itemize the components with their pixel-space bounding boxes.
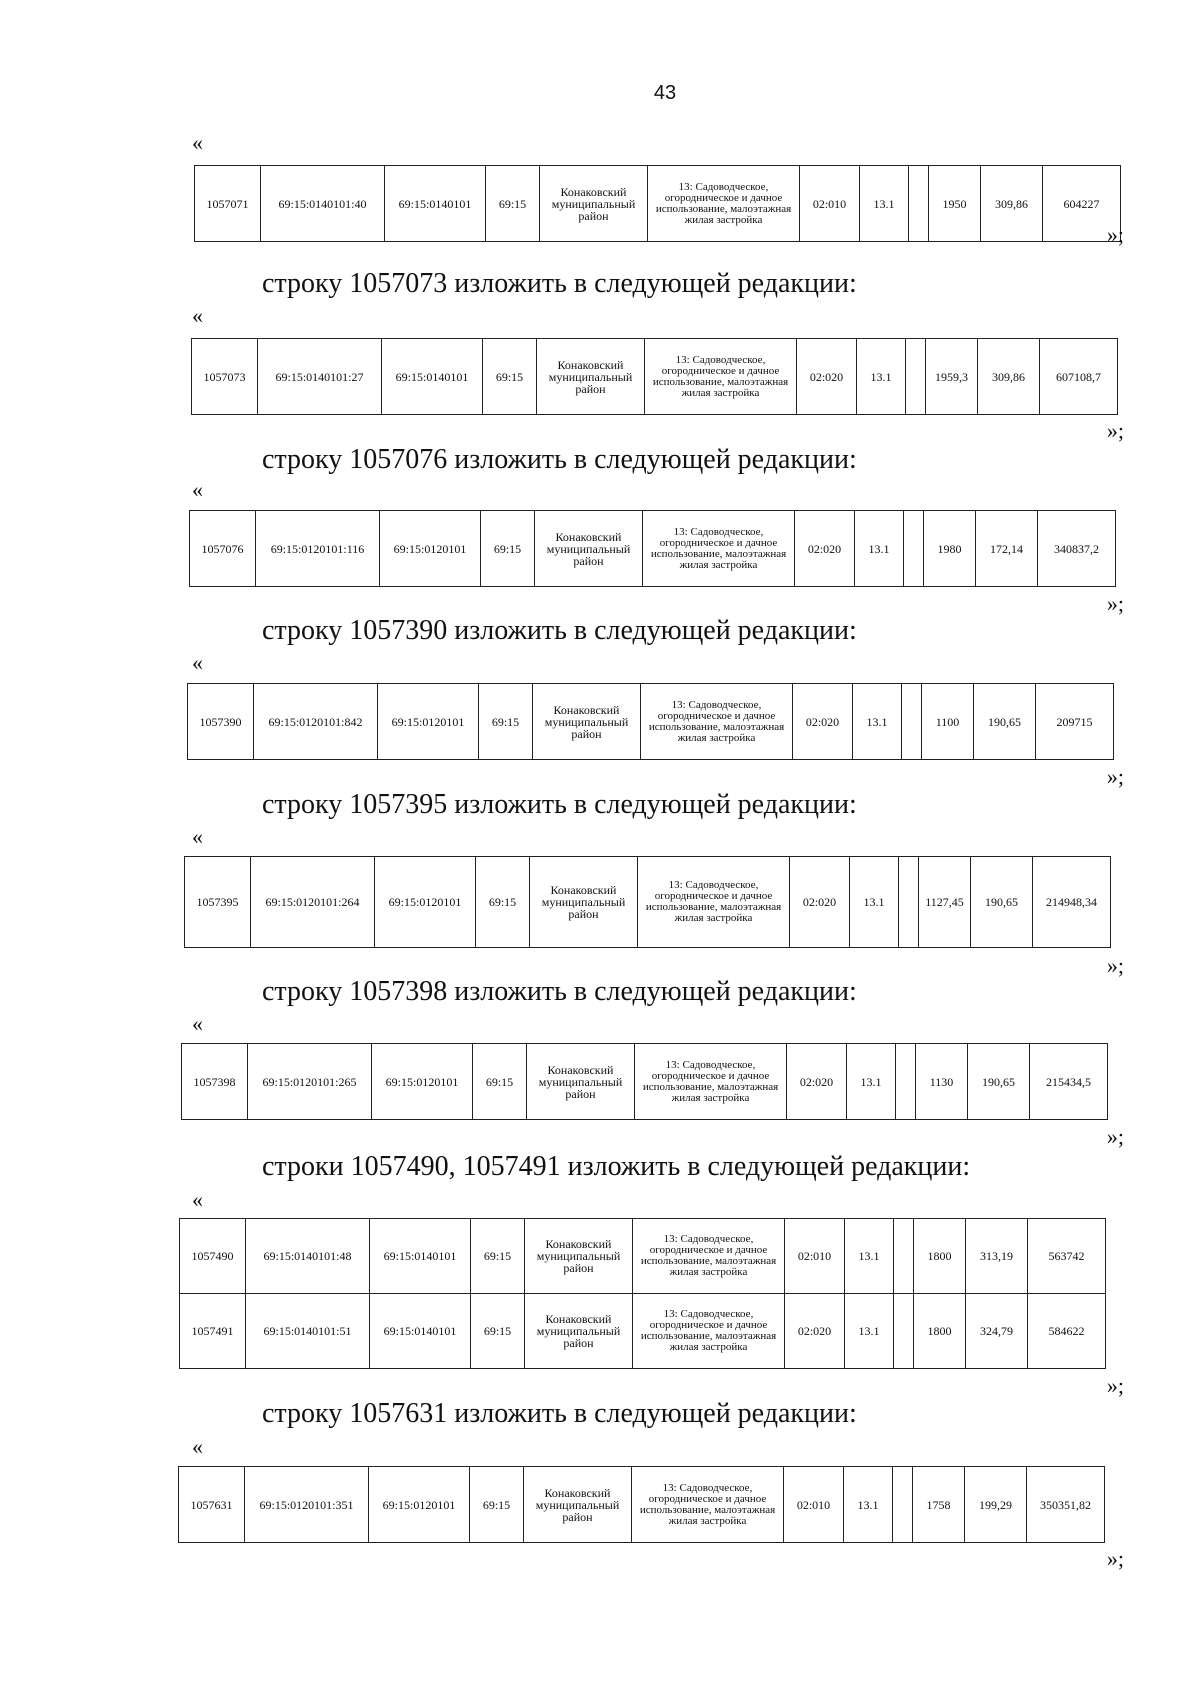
cell-id: 1057631 [179,1467,245,1543]
amendment-heading: строку 1057076 изложить в следующей редакции: [262,444,857,475]
table-row [180,1219,1106,1294]
cell-area: 1100 [922,684,974,760]
cell-specific-value: 199,29 [965,1467,1027,1543]
cell-empty [902,684,922,760]
cell-municipality: Конаковский муниципальный район [525,1294,633,1369]
cell-district-code: 69:15 [470,1467,524,1543]
cadastral-table [179,1218,1106,1369]
cell-cadastral: 69:15:0140101:51 [246,1294,370,1369]
cell-land-use: 13: Садоводческое, огородническое и дачное использование, малоэтажная жилая застройка [633,1219,785,1294]
cell-empty [906,339,926,415]
cadastral-table [187,683,1114,760]
cadastral-table [178,1466,1105,1543]
cell-specific-value: 324,79 [966,1294,1028,1369]
cell-empty [894,1219,914,1294]
opening-quote: « [192,1187,203,1212]
cell-quarter: 69:15:0140101 [382,339,483,415]
cell-area: 1980 [924,511,976,587]
cell-zone: 02:020 [793,684,853,760]
cell-land-use: 13: Садоводческое, огородническое и дачное использование, малоэтажная жилая застройка [643,511,795,587]
cell-cadastral: 69:15:0120101:842 [254,684,378,760]
cell-cadastral: 69:15:0120101:265 [248,1044,372,1120]
cell-specific-value: 190,65 [974,684,1036,760]
cell-cadastral: 69:15:0120101:351 [245,1467,369,1543]
cell-empty [894,1294,914,1369]
cell-quarter: 69:15:0120101 [380,511,481,587]
closing-quote: »; [1106,418,1124,443]
cell-zone: 02:020 [785,1294,845,1369]
table-row [190,511,1116,587]
cell-id: 1057071 [195,166,261,242]
cell-id: 1057395 [185,857,251,948]
cell-specific-value: 190,65 [968,1044,1030,1120]
cell-zone: 02:020 [795,511,855,587]
cell-municipality: Конаковский муниципальный район [540,166,648,242]
cell-id: 1057491 [180,1294,246,1369]
opening-quote: « [192,1434,203,1459]
cell-district-code: 69:15 [481,511,535,587]
cell-cadastral-value: 607108,7 [1040,339,1118,415]
closing-quote: »; [1106,1124,1124,1149]
cell-specific-value: 309,86 [978,339,1040,415]
opening-quote: « [192,824,203,849]
opening-quote: « [192,303,203,328]
cell-district-code: 69:15 [486,166,540,242]
cell-quarter: 69:15:0120101 [369,1467,470,1543]
cell-quarter: 69:15:0140101 [385,166,486,242]
cell-cadastral: 69:15:0120101:264 [251,857,375,948]
cell-municipality: Конаковский муниципальный район [524,1467,632,1543]
cell-area: 1130 [916,1044,968,1120]
table-row [182,1044,1108,1120]
cell-zone: 02:020 [797,339,857,415]
cell-quarter: 69:15:0120101 [378,684,479,760]
cell-cadastral: 69:15:0120101:116 [256,511,380,587]
cell-zone: 02:010 [784,1467,844,1543]
cell-cadastral: 69:15:0140101:27 [258,339,382,415]
cell-cadastral-value: 215434,5 [1030,1044,1108,1120]
cell-cadastral-value: 340837,2 [1038,511,1116,587]
cadastral-table [184,856,1111,948]
cadastral-table [194,165,1121,242]
cell-district-code: 69:15 [476,857,530,948]
cell-id: 1057073 [192,339,258,415]
table-row [179,1467,1105,1543]
cell-cadastral-value: 214948,34 [1033,857,1111,948]
opening-quote: « [192,650,203,675]
cell-empty [896,1044,916,1120]
cell-quarter: 69:15:0120101 [372,1044,473,1120]
cell-cadastral-value: 209715 [1036,684,1114,760]
cell-area: 1959,3 [926,339,978,415]
amendment-heading: строку 1057398 изложить в следующей редакции: [262,976,857,1007]
cell-id: 1057490 [180,1219,246,1294]
cell-group: 13.1 [850,857,899,948]
opening-quote: « [192,1011,203,1036]
cell-district-code: 69:15 [471,1294,525,1369]
cadastral-table [189,510,1116,587]
closing-quote: »; [1106,953,1124,978]
cell-cadastral: 69:15:0140101:48 [246,1219,370,1294]
cell-area: 1758 [913,1467,965,1543]
cell-empty [899,857,919,948]
cell-municipality: Конаковский муниципальный район [537,339,645,415]
cell-zone: 02:020 [790,857,850,948]
cell-district-code: 69:15 [471,1219,525,1294]
closing-quote: »; [1106,1546,1124,1571]
cell-land-use: 13: Садоводческое, огородническое и дачное использование, малоэтажная жилая застройка [635,1044,787,1120]
opening-quote: « [192,130,203,155]
cell-area: 1800 [914,1294,966,1369]
cell-specific-value: 313,19 [966,1219,1028,1294]
amendment-heading: строку 1057631 изложить в следующей редакции: [262,1398,857,1429]
cell-group: 13.1 [845,1219,894,1294]
closing-quote: »; [1106,764,1124,789]
table-row [195,166,1121,242]
cell-zone: 02:010 [800,166,860,242]
cell-specific-value: 172,14 [976,511,1038,587]
cell-quarter: 69:15:0140101 [370,1294,471,1369]
cadastral-table [181,1043,1108,1120]
amendment-heading: строку 1057073 изложить в следующей редакции: [262,268,857,299]
cell-municipality: Конаковский муниципальный район [525,1219,633,1294]
cell-specific-value: 309,86 [981,166,1043,242]
cell-id: 1057398 [182,1044,248,1120]
cadastral-table [191,338,1118,415]
closing-quote: »; [1106,591,1124,616]
cell-zone: 02:010 [785,1219,845,1294]
cell-area: 1800 [914,1219,966,1294]
cell-land-use: 13: Садоводческое, огородническое и дачное использование, малоэтажная жилая застройка [633,1294,785,1369]
cell-group: 13.1 [847,1044,896,1120]
closing-quote: »; [1106,1373,1124,1398]
cell-group: 13.1 [845,1294,894,1369]
cell-land-use: 13: Садоводческое, огородническое и дачное использование, малоэтажная жилая застройка [645,339,797,415]
cell-area: 1127,45 [919,857,971,948]
cell-group: 13.1 [855,511,904,587]
cell-municipality: Конаковский муниципальный район [535,511,643,587]
cell-empty [893,1467,913,1543]
cell-zone: 02:020 [787,1044,847,1120]
cell-quarter: 69:15:0140101 [370,1219,471,1294]
cell-id: 1057390 [188,684,254,760]
cell-quarter: 69:15:0120101 [375,857,476,948]
cell-area: 1950 [929,166,981,242]
table-row [185,857,1111,948]
cell-district-code: 69:15 [479,684,533,760]
cell-group: 13.1 [853,684,902,760]
cell-land-use: 13: Садоводческое, огородническое и дачное использование, малоэтажная жилая застройка [648,166,800,242]
cell-municipality: Конаковский муниципальный район [533,684,641,760]
table-row [188,684,1114,760]
table-row [180,1294,1106,1369]
cell-district-code: 69:15 [473,1044,527,1120]
cell-empty [904,511,924,587]
amendment-heading: строку 1057395 изложить в следующей редакции: [262,789,857,820]
cell-cadastral-value: 563742 [1028,1219,1106,1294]
page-number: 43 [653,82,677,104]
amendment-heading: строку 1057390 изложить в следующей редакции: [262,615,857,646]
cell-specific-value: 190,65 [971,857,1033,948]
cell-group: 13.1 [857,339,906,415]
cell-cadastral-value: 604227 [1043,166,1121,242]
cell-cadastral: 69:15:0140101:40 [261,166,385,242]
cell-land-use: 13: Садоводческое, огородническое и дачное использование, малоэтажная жилая застройка [641,684,793,760]
cell-empty [909,166,929,242]
cell-id: 1057076 [190,511,256,587]
cell-municipality: Конаковский муниципальный район [527,1044,635,1120]
cell-group: 13.1 [860,166,909,242]
cell-municipality: Конаковский муниципальный район [530,857,638,948]
closing-quote: »; [1106,222,1124,247]
opening-quote: « [192,477,203,502]
amendment-heading: строки 1057490, 1057491 изложить в следующей редакции: [262,1151,971,1182]
cell-district-code: 69:15 [483,339,537,415]
cell-group: 13.1 [844,1467,893,1543]
cell-cadastral-value: 350351,82 [1027,1467,1105,1543]
cell-cadastral-value: 584622 [1028,1294,1106,1369]
cell-land-use: 13: Садоводческое, огородническое и дачное использование, малоэтажная жилая застройка [638,857,790,948]
cell-land-use: 13: Садоводческое, огородническое и дачное использование, малоэтажная жилая застройка [632,1467,784,1543]
table-row [192,339,1118,415]
